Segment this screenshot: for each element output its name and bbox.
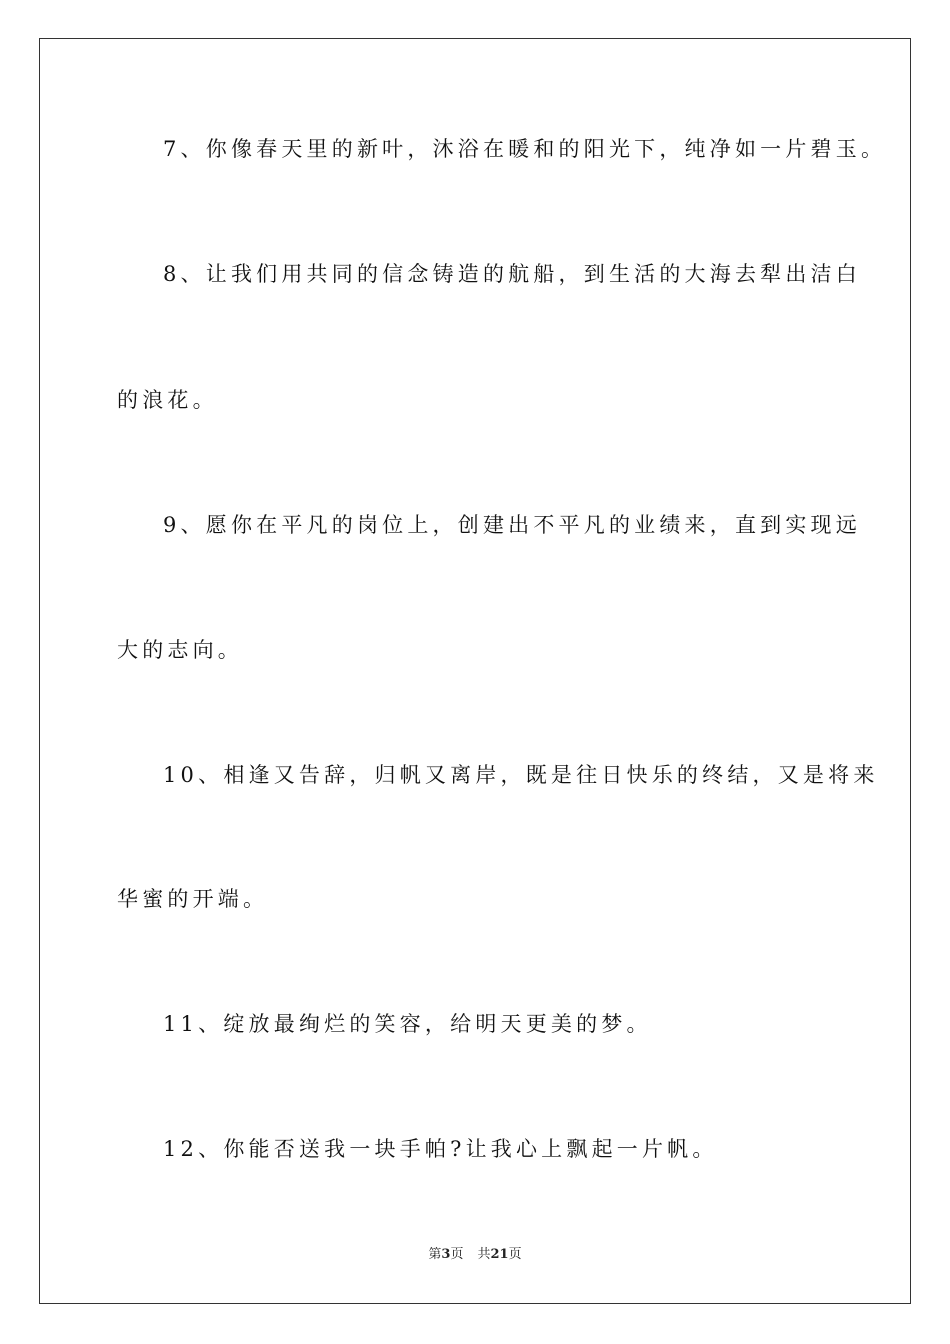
paragraph-8-line-1: 8、让我们用共同的信念铸造的航船，到生活的大海去犁出洁白: [163, 262, 861, 286]
paragraph-12-line-1: 12、你能否送我一块手帕?让我心上飘起一片帆。: [163, 1137, 718, 1161]
paragraph-11-line-1: 11、绽放最绚烂的笑容，给明天更美的梦。: [163, 1012, 652, 1036]
paragraph-7-line-1: 7、你像春天里的新叶，沐浴在暖和的阳光下，纯净如一片碧玉。: [163, 137, 887, 161]
paragraph-10-line-1: 10、相逢又告辞，归帆又离岸，既是往日快乐的终结，又是将来: [163, 763, 879, 787]
paragraph-9-line-2: 大的志向。: [117, 638, 243, 662]
footer-current-page: 3: [441, 1247, 451, 1262]
paragraph-10-line-2: 华蜜的开端。: [117, 887, 269, 911]
page-footer: [0, 1246, 950, 1264]
page-frame: [39, 38, 911, 1304]
paragraph-9-line-1: 9、愿你在平凡的岗位上，创建出不平凡的业绩来，直到实现远: [163, 513, 861, 537]
footer-page-unit: 页: [450, 1247, 464, 1262]
footer-prefix: 第: [428, 1247, 442, 1262]
footer-total-unit: 页: [508, 1247, 522, 1262]
paragraph-8-line-2: 的浪花。: [117, 388, 218, 412]
footer-total-pages: 21: [490, 1247, 509, 1262]
footer-total-prefix: 共: [477, 1247, 491, 1262]
